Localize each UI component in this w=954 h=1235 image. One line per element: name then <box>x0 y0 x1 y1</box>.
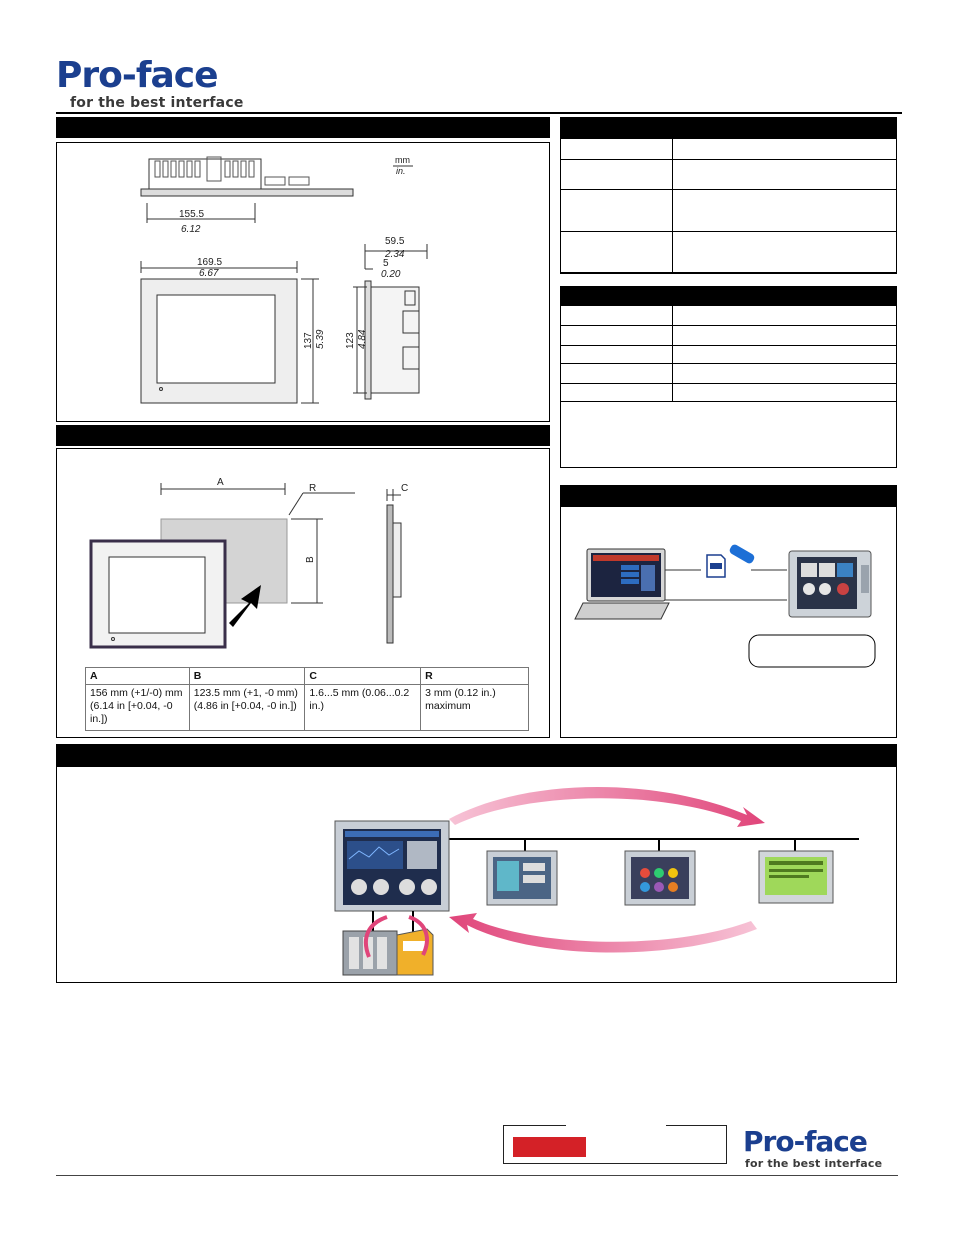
dim-side-height-in: 4.84 <box>357 329 368 349</box>
footer-logo-wordmark: Pro-face <box>743 1125 867 1158</box>
footer-logo <box>743 1125 883 1170</box>
hmi-device-illustration <box>789 551 871 617</box>
main-hmi-illustration <box>335 821 449 911</box>
dim-top-width-in: 6.12 <box>181 224 201 235</box>
spec2-cell <box>673 346 897 364</box>
dim-top-width-mm: 155.5 <box>179 209 205 220</box>
spec1-cell <box>673 232 897 274</box>
spec1-cell <box>561 232 673 274</box>
dim-side-height-mm: 123 <box>345 332 356 349</box>
cut-header-c: C <box>305 668 421 685</box>
hmi-4-illustration <box>759 851 833 903</box>
dim-front-height-mm: 137 <box>303 332 314 349</box>
spec2-cell <box>673 326 897 346</box>
top-view <box>141 157 353 223</box>
dim-front-width-in: 6.67 <box>199 268 219 279</box>
plc-illustration <box>343 929 433 975</box>
spec1-cell <box>673 160 897 190</box>
spec1-cell <box>561 190 673 232</box>
spec2-cell <box>561 384 673 402</box>
transfer-label-box <box>749 635 875 667</box>
dimensions-panel <box>56 142 550 422</box>
panel-cut-table <box>85 667 529 731</box>
logo-wordmark: Pro-face <box>56 55 218 96</box>
dimension-drawing <box>57 143 551 423</box>
network-panel <box>56 766 897 983</box>
panel-cut-drawing <box>57 449 551 669</box>
spec2-cell <box>561 364 673 384</box>
units-mm: mm <box>395 155 410 165</box>
spec1-cell <box>673 139 897 160</box>
usb-stick-icon <box>728 543 756 565</box>
spec2-cell <box>561 306 673 326</box>
section-bar-spec-1 <box>560 117 897 138</box>
header-logo <box>56 55 244 111</box>
network-diagram <box>57 767 898 984</box>
cut-header-r: R <box>421 668 529 685</box>
spec1-cell <box>561 160 673 190</box>
cut-value-a: 156 mm (+1/-0) mm (6.14 in [+0.04, -0 in.]) <box>86 685 190 731</box>
dim-side-flange-in: 0.20 <box>381 269 401 280</box>
footer-rule <box>56 1175 898 1176</box>
dim-side-depth-in: 2.34 <box>385 249 405 260</box>
dim-front-width-mm: 169.5 <box>197 257 223 268</box>
arrow-top <box>449 787 765 827</box>
spec-table-2 <box>560 305 897 402</box>
dim-front-height-in: 5.39 <box>315 329 326 349</box>
spec2-cell <box>561 326 673 346</box>
spec-table-1 <box>560 138 897 274</box>
transfer-panel <box>560 506 897 738</box>
spec1-cell <box>561 139 673 160</box>
header-rule <box>56 112 902 114</box>
transfer-diagram <box>561 507 898 739</box>
cut-value-c: 1.6...5 mm (0.06...0.2 in.) <box>305 685 421 731</box>
spec1-cell <box>673 190 897 232</box>
sd-card-icon <box>707 555 725 577</box>
hmi-2-illustration <box>487 851 557 905</box>
section-bar-network <box>56 744 897 766</box>
cut-label-b: B <box>305 556 316 563</box>
cut-label-c: C <box>401 483 409 494</box>
laptop-illustration <box>575 549 669 619</box>
units-in: in. <box>396 166 406 176</box>
cut-value-b: 123.5 mm (+1, -0 mm) (4.86 in [+0.04, -0 in.]) <box>189 685 305 731</box>
footer-box-gap <box>566 1123 666 1127</box>
cut-label-r: R <box>309 483 317 494</box>
spec2-cell <box>673 364 897 384</box>
logo-tagline: for the best interface <box>70 95 244 111</box>
side-view <box>353 244 427 399</box>
cut-header-a: A <box>86 668 190 685</box>
footer-logo-tagline: for the best interface <box>745 1157 883 1170</box>
section-bar-spec-2 <box>560 286 897 305</box>
cut-header-b: B <box>189 668 305 685</box>
cut-value-r: 3 mm (0.12 in.) maximum <box>421 685 529 731</box>
front-view <box>141 261 319 403</box>
dim-side-flange-mm: 5 <box>383 258 389 269</box>
panel-cut-panel <box>56 448 550 738</box>
spec2-cell <box>561 346 673 364</box>
arrow-bottom <box>449 913 757 953</box>
section-bar-panel-cut <box>56 425 550 446</box>
footer-red-badge <box>513 1137 586 1157</box>
section-bar-transfer <box>560 485 897 506</box>
cut-label-a: A <box>217 477 224 488</box>
spec2-cell <box>673 306 897 326</box>
spec2-cell <box>673 384 897 402</box>
section-bar-dimensions <box>56 117 550 138</box>
hmi-3-illustration <box>625 851 695 905</box>
dim-side-depth-mm: 59.5 <box>385 236 405 247</box>
